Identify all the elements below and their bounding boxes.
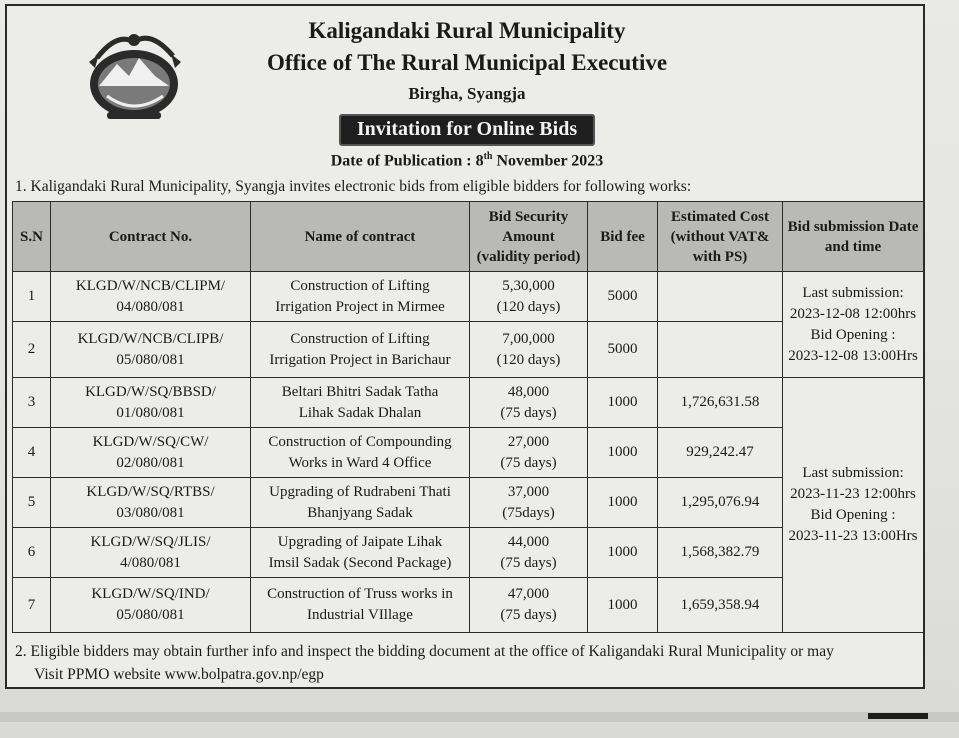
cell-estimated-cost: 929,242.47 xyxy=(658,428,783,478)
footer-line-2: Visit PPMO website www.bolpatra.gov.np/egp xyxy=(15,666,324,683)
cell-sn: 5 xyxy=(13,478,51,528)
table-row xyxy=(13,272,924,322)
cell-sn: 4 xyxy=(13,428,51,478)
page-divider xyxy=(0,712,959,722)
cell-sn: 3 xyxy=(13,378,51,428)
cell-contract-name: Upgrading of Rudrabeni Thati Bhanjyang Sadak xyxy=(251,478,470,528)
cell-bid-fee: 1000 xyxy=(588,578,658,633)
cell-bid-security: 7,00,000 (120 days) xyxy=(470,322,588,378)
cell-estimated-cost: 1,568,382.79 xyxy=(658,528,783,578)
cell-contract-no: KLGD/W/SQ/IND/ 05/080/081 xyxy=(51,578,251,633)
cell-contract-name: Construction of Truss works in Industrial VIllage xyxy=(251,578,470,633)
cell-sn: 1 xyxy=(13,272,51,322)
cell-bid-security: 44,000 (75 days) xyxy=(470,528,588,578)
location-text: Birgha, Syangja xyxy=(408,84,526,103)
cell-sn: 2 xyxy=(13,322,51,378)
cell-estimated-cost xyxy=(658,272,783,322)
cell-bid-security: 47,000 (75 days) xyxy=(470,578,588,633)
footer-paragraph xyxy=(15,640,920,686)
cell-bid-fee: 1000 xyxy=(588,378,658,428)
cell-estimated-cost: 1,726,631.58 xyxy=(658,378,783,428)
bids-table xyxy=(12,201,924,633)
cell-bid-fee: 1000 xyxy=(588,528,658,578)
cell-contract-name: Upgrading of Jaipate Lihak Imsil Sadak (Second Package) xyxy=(251,528,470,578)
cell-bid-fee: 1000 xyxy=(588,478,658,528)
cell-estimated-cost: 1,295,076.94 xyxy=(658,478,783,528)
cell-bid-fee: 5000 xyxy=(588,322,658,378)
cell-contract-no: KLGD/W/SQ/RTBS/ 03/080/081 xyxy=(51,478,251,528)
cell-bid-security: 5,30,000 (120 days) xyxy=(470,272,588,322)
header-bid-security: Bid Security Amount (validity period) xyxy=(470,202,588,272)
cell-contract-no: KLGD/W/SQ/BBSD/ 01/080/081 xyxy=(51,378,251,428)
intro-paragraph: 1. Kaligandaki Rural Municipality, Syangja invites electronic bids from eligible bidders for following works: xyxy=(15,178,692,195)
divider-bar xyxy=(868,713,928,719)
cell-contract-no: KLGD/W/SQ/JLIS/ 4/080/081 xyxy=(51,528,251,578)
cell-contract-name: Construction of Compounding Works in Ward 4 Office xyxy=(251,428,470,478)
cell-bid-fee: 1000 xyxy=(588,428,658,478)
municipality-title: Kaligandaki Rural Municipality xyxy=(308,18,626,43)
notice-banner: Invitation for Online Bids xyxy=(339,114,595,146)
cell-sn: 6 xyxy=(13,528,51,578)
table-row xyxy=(13,378,924,428)
footer-line-1: 2. Eligible bidders may obtain further info and inspect the bidding document at the office of Kaligandaki Rural Municipality or may xyxy=(15,643,834,660)
header-contract-name: Name of contract xyxy=(251,202,470,272)
cell-contract-name: Beltari Bhitri Sadak Tatha Lihak Sadak Dhalan xyxy=(251,378,470,428)
cell-submission-group-2: Last submission: 2023-11-23 12:00hrs Bid Opening : 2023-11-23 13:00Hrs xyxy=(783,378,924,633)
table-header-row xyxy=(13,202,924,272)
cell-contract-no: KLGD/W/NCB/CLIPB/ 05/080/081 xyxy=(51,322,251,378)
cell-contract-name: Construction of Lifting Irrigation Project in Barichaur xyxy=(251,322,470,378)
cell-estimated-cost: 1,659,358.94 xyxy=(658,578,783,633)
header-bid-fee: Bid fee xyxy=(588,202,658,272)
header-estimated-cost: Estimated Cost (without VAT& with PS) xyxy=(658,202,783,272)
cell-submission-group-1: Last submission: 2023-12-08 12:00hrs Bid Opening : 2023-12-08 13:00Hrs xyxy=(783,272,924,378)
header-sn: S.N xyxy=(13,202,51,272)
publication-date: Date of Publication : 8th November 2023 xyxy=(330,151,604,170)
cell-bid-fee: 5000 xyxy=(588,272,658,322)
cell-contract-name: Construction of Lifting Irrigation Project in Mirmee xyxy=(251,272,470,322)
cell-estimated-cost xyxy=(658,322,783,378)
office-title: Office of The Rural Municipal Executive xyxy=(266,50,668,75)
cell-bid-security: 48,000 (75 days) xyxy=(470,378,588,428)
cell-bid-security: 27,000 (75 days) xyxy=(470,428,588,478)
cell-sn: 7 xyxy=(13,578,51,633)
header-contract-no: Contract No. xyxy=(51,202,251,272)
header-submission: Bid submission Date and time xyxy=(783,202,924,272)
cell-contract-no: KLGD/W/NCB/CLIPM/ 04/080/081 xyxy=(51,272,251,322)
bid-notice xyxy=(5,4,925,689)
cell-contract-no: KLGD/W/SQ/CW/ 02/080/081 xyxy=(51,428,251,478)
cell-bid-security: 37,000 (75days) xyxy=(470,478,588,528)
